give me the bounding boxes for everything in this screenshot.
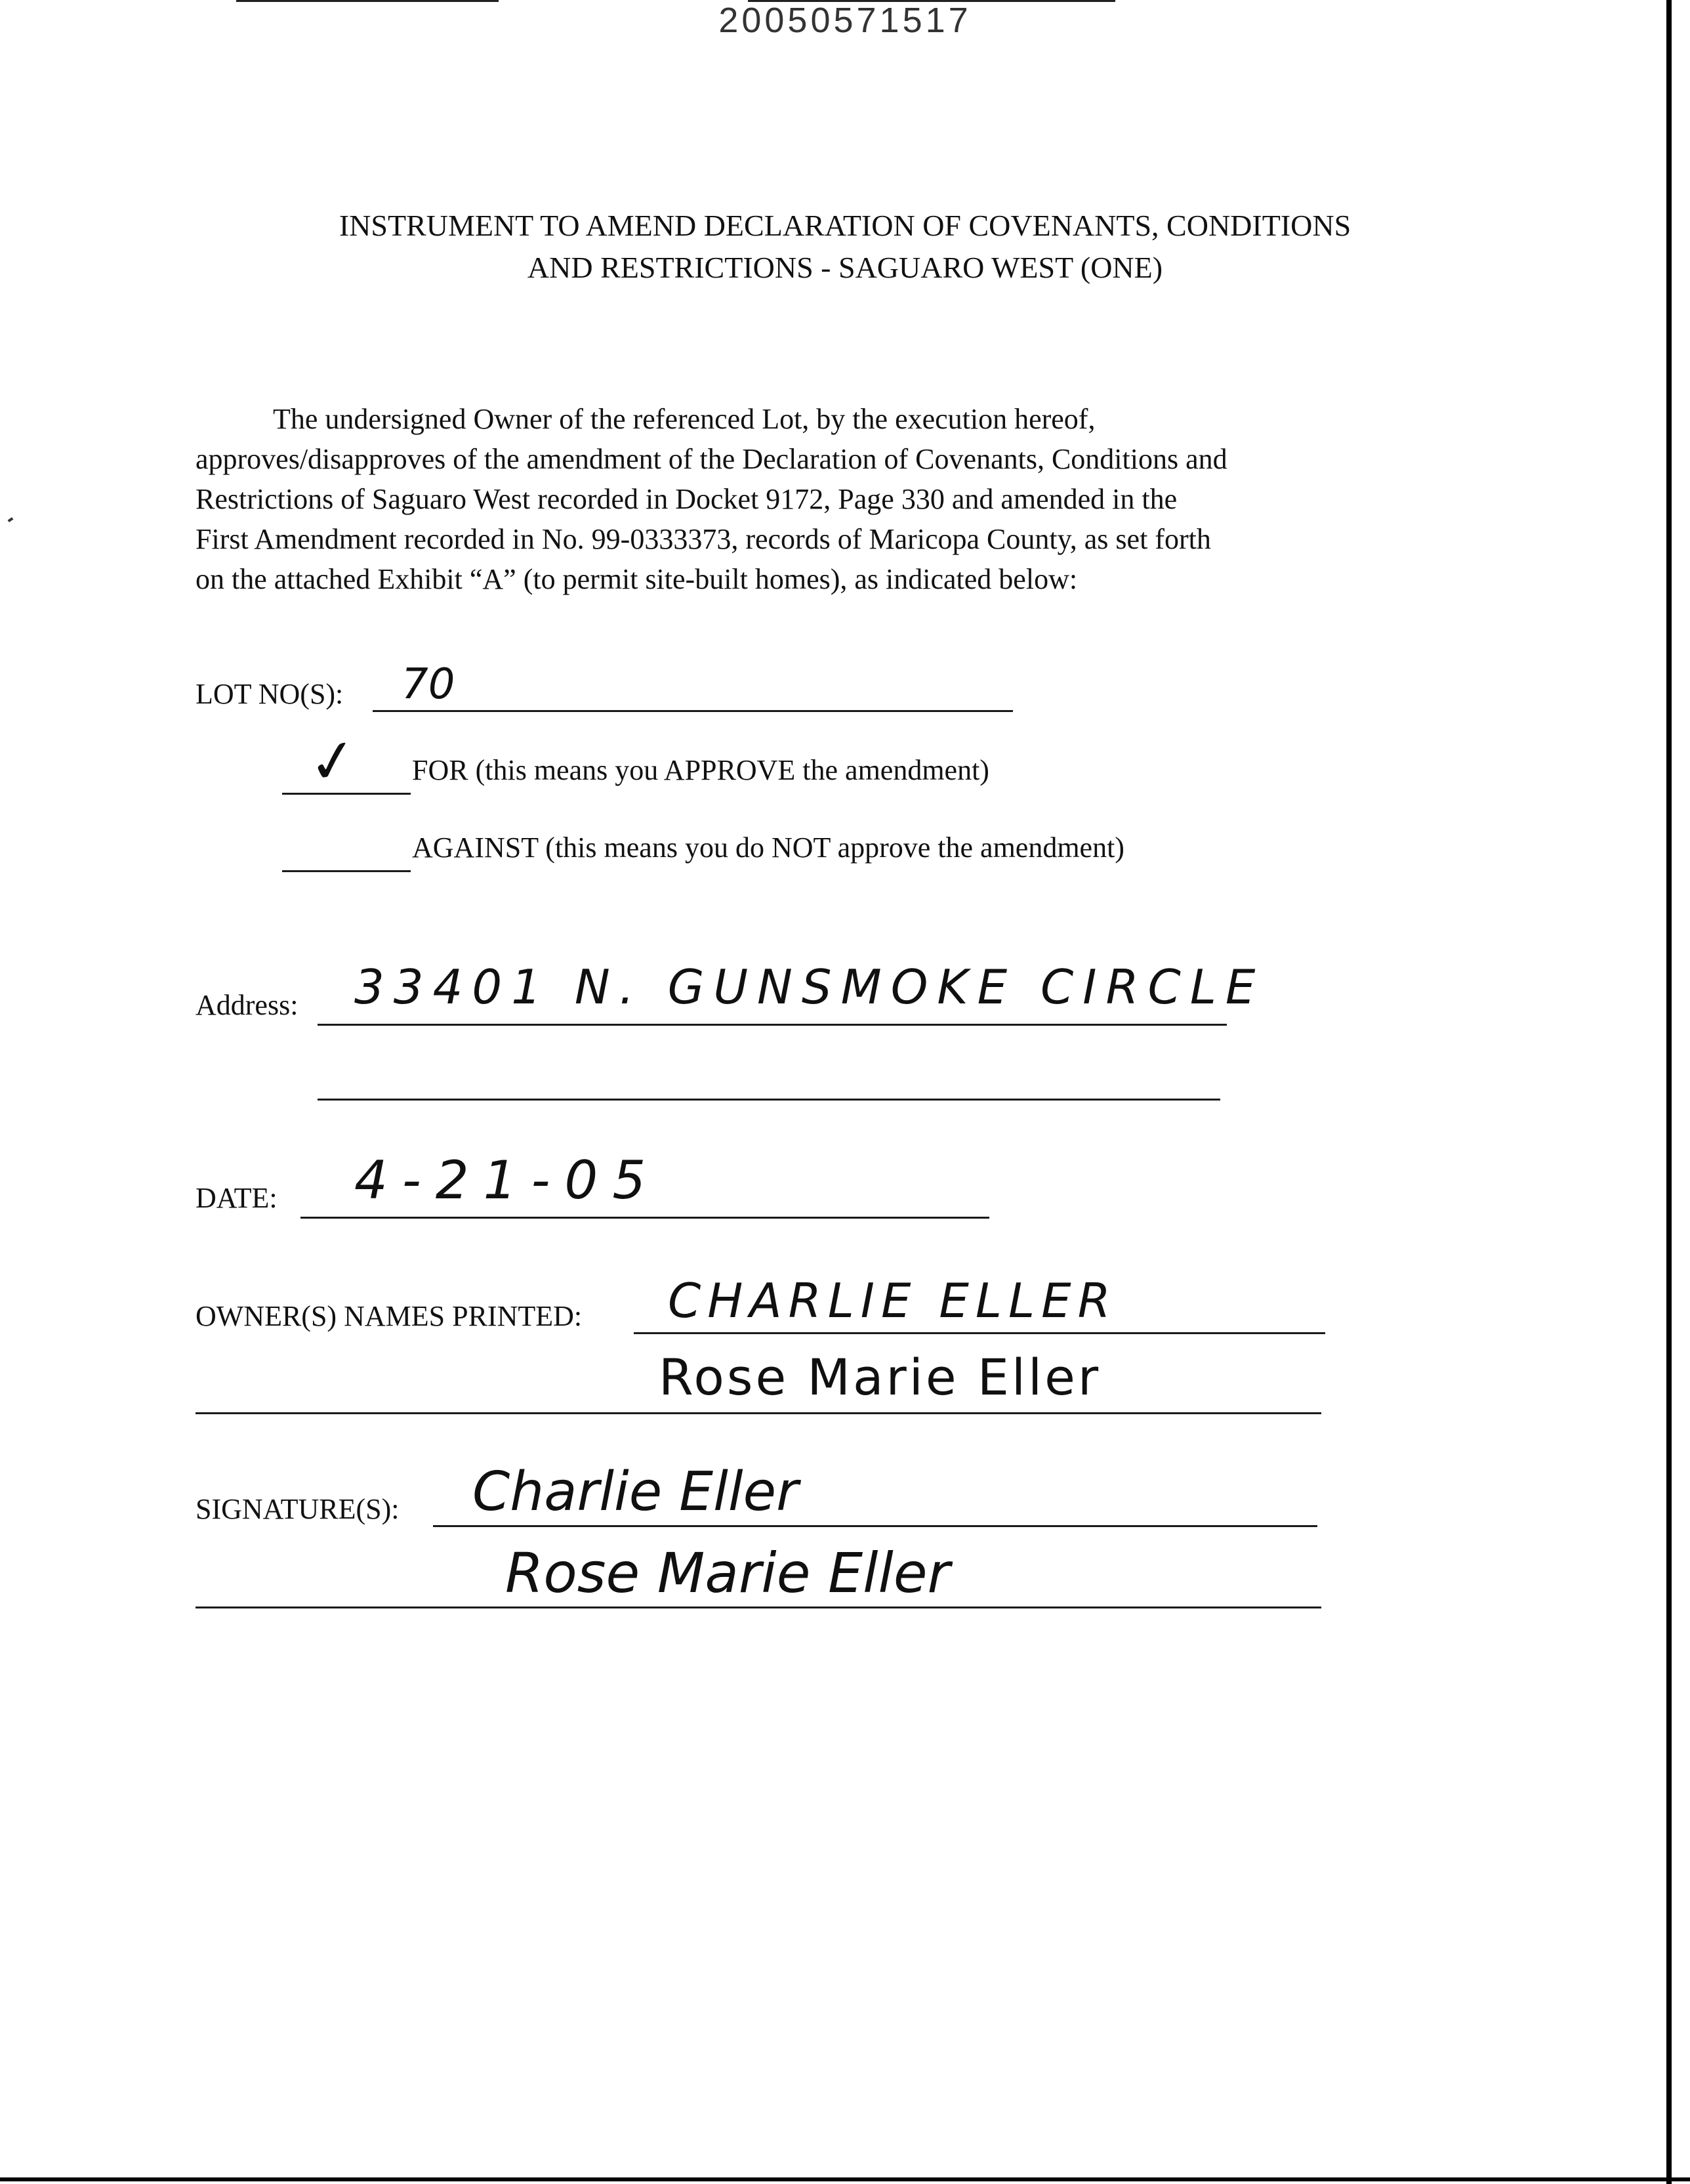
paragraph-line: approves/disapproves of the amendment of the Declaration of Covenants, Conditions and [196, 443, 1227, 475]
lot-number-label: LOT NO(S): [196, 678, 344, 710]
scan-border-right [1666, 0, 1672, 2184]
title-line-2: AND RESTRICTIONS - SAGUARO WEST (ONE) [527, 251, 1163, 284]
owner-name-2: Rose Marie Eller [659, 1348, 1102, 1406]
paragraph-line: The undersigned Owner of the referenced Lot, by the execution hereof, [273, 403, 1096, 435]
scan-speck [8, 517, 14, 522]
paragraph-line: Restrictions of Saguaro West recorded in Docket 9172, Page 330 and amended in the [196, 483, 1178, 515]
owner-line-1 [634, 1332, 1325, 1334]
title-line-1: INSTRUMENT TO AMEND DECLARATION OF COVENANTS, CONDITIONS [339, 209, 1351, 242]
for-option-label: FOR (this means you APPROVE the amendment) [412, 754, 989, 786]
address-line-2 [318, 1099, 1220, 1101]
address-label: Address: [196, 989, 299, 1021]
scan-border-bottom [0, 2177, 1690, 2181]
signature-2: Rose Marie Eller [505, 1541, 951, 1605]
signature-line-2 [196, 1606, 1321, 1608]
address-line-1 [318, 1024, 1227, 1026]
checkmark-icon: ✓ [304, 724, 363, 799]
signatures-label: SIGNATURE(S): [196, 1493, 400, 1525]
document-number-stamp: 20050571517 [718, 1, 972, 40]
date-value: 4-21-05 [354, 1150, 661, 1211]
date-label: DATE: [196, 1182, 278, 1214]
owner-line-2 [196, 1412, 1321, 1414]
body-paragraph [196, 399, 1376, 599]
lot-number-value: 70 [402, 660, 455, 709]
against-option-label: AGAINST (this means you do NOT approve the amendment) [412, 831, 1124, 864]
owners-printed-label: OWNER(S) NAMES PRINTED: [196, 1300, 583, 1332]
paragraph-line: on the attached Exhibit “A” (to permit site-built homes), as indicated below: [196, 563, 1078, 595]
address-value: 33401 N. GUNSMOKE CIRCLE [354, 959, 1265, 1015]
document-title [0, 205, 1690, 289]
paragraph-line: First Amendment recorded in No. 99-0333373, records of Maricopa County, as set forth [196, 523, 1211, 555]
signature-1: Charlie Eller [472, 1461, 798, 1523]
lot-number-line [373, 710, 1013, 712]
signature-line-1 [433, 1525, 1317, 1527]
date-line [300, 1217, 989, 1219]
owner-name-1: CHARLIE ELLER [668, 1273, 1117, 1328]
against-blank-line [282, 870, 411, 872]
